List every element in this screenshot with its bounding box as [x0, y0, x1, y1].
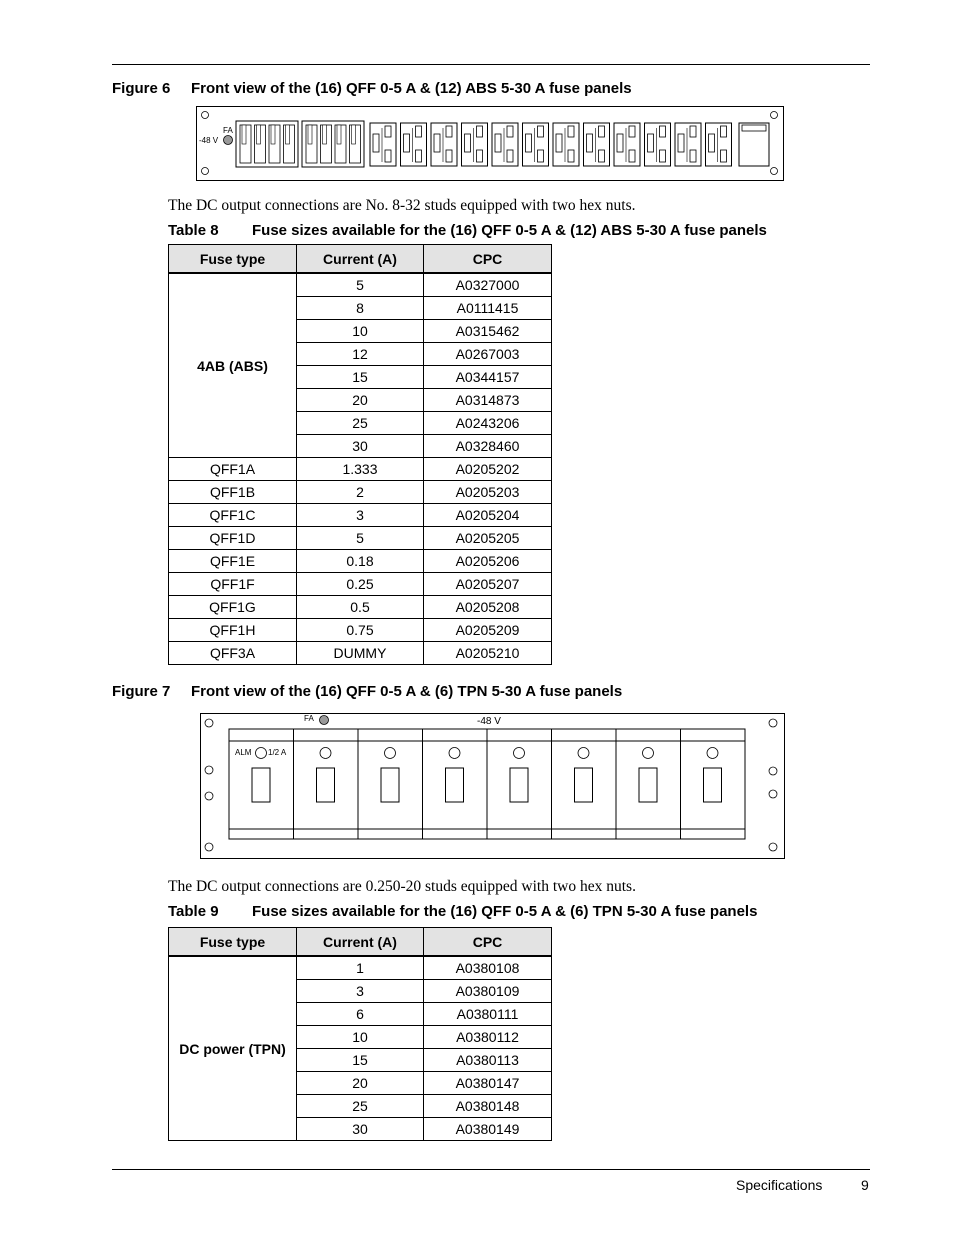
current-cell: 20	[297, 1072, 424, 1095]
current-cell: 3	[297, 980, 424, 1003]
abs-fuse	[401, 123, 427, 166]
figure6-title: Front view of the (16) QFF 0-5 A & (12) ABS 5-30 A fuse panels	[191, 80, 632, 97]
current-cell: 20	[297, 389, 424, 412]
current-cell: 10	[297, 1026, 424, 1049]
abs-fuse	[370, 123, 396, 166]
table9-title: Fuse sizes available for the (16) QFF 0-5 A & (6) TPN 5-30 A fuse panels	[252, 903, 758, 920]
text-dc-output-2: The DC output connections are 0.250-20 studs equipped with two hex nuts.	[168, 878, 636, 895]
figure7-number: Figure 7	[112, 683, 171, 700]
table-row	[169, 619, 552, 642]
cpc-cell: A0328460	[424, 435, 552, 458]
current-cell: 0.25	[297, 573, 424, 596]
table-row	[169, 273, 552, 297]
cpc-cell: A0205203	[424, 481, 552, 504]
current-cell: 8	[297, 297, 424, 320]
abs-fuse	[553, 123, 579, 166]
current-cell: 1.333	[297, 458, 424, 481]
abs-fuse	[675, 123, 701, 166]
cpc-cell: A0380149	[424, 1118, 552, 1141]
fuse-type-cell: QFF1D	[169, 527, 297, 550]
table9-caption	[168, 903, 757, 920]
table-row	[169, 596, 552, 619]
table9-header-current: Current (A)	[297, 928, 424, 957]
current-cell: 2	[297, 481, 424, 504]
table-row	[169, 504, 552, 527]
current-cell: 5	[297, 273, 424, 297]
cpc-cell: A0380108	[424, 956, 552, 980]
table8-header-current: Current (A)	[297, 245, 424, 274]
figure6-caption	[112, 80, 632, 97]
table-row	[169, 642, 552, 665]
fuse-type-cell: QFF1E	[169, 550, 297, 573]
current-cell: 30	[297, 1118, 424, 1141]
table-row	[169, 458, 552, 481]
current-cell: 0.18	[297, 550, 424, 573]
table9-header-cpc: CPC	[424, 928, 552, 957]
abs-fuse	[645, 123, 671, 166]
abs-fuse	[431, 123, 457, 166]
fuse-type-cell: QFF1A	[169, 458, 297, 481]
table9-number: Table 9	[168, 903, 219, 920]
cpc-cell: A0205204	[424, 504, 552, 527]
figure7-fuse-panel	[200, 713, 786, 860]
figure7-half-amp-label: 1/2 A	[268, 748, 287, 757]
current-cell: 6	[297, 1003, 424, 1026]
figure7-fa-indicator	[320, 716, 329, 725]
footer-section: Specifications	[736, 1177, 823, 1193]
current-cell: 25	[297, 1095, 424, 1118]
current-cell: 3	[297, 504, 424, 527]
footer-rule	[112, 1169, 870, 1170]
figure6-voltage-label: -48 V	[199, 136, 219, 145]
current-cell: DUMMY	[297, 642, 424, 665]
table8-header-fuse-type: Fuse type	[169, 245, 297, 274]
current-cell: 5	[297, 527, 424, 550]
figure6-fuse-panel	[196, 106, 784, 182]
current-cell: 25	[297, 412, 424, 435]
table9-header-row	[169, 928, 552, 957]
figure7-alm-label: ALM	[235, 748, 252, 757]
table8-header-row	[169, 245, 552, 274]
cpc-cell: A0380109	[424, 980, 552, 1003]
cpc-cell: A0205209	[424, 619, 552, 642]
cpc-cell: A0327000	[424, 273, 552, 297]
current-cell: 0.75	[297, 619, 424, 642]
cpc-cell: A0243206	[424, 412, 552, 435]
current-cell: 15	[297, 366, 424, 389]
table-row	[169, 527, 552, 550]
current-cell: 10	[297, 320, 424, 343]
cpc-cell: A0111415	[424, 297, 552, 320]
abs-fuse	[523, 123, 549, 166]
table8-caption	[168, 222, 767, 239]
fuse-type-cell: QFF3A	[169, 642, 297, 665]
figure7-caption	[112, 683, 622, 700]
cpc-cell: A0205205	[424, 527, 552, 550]
cpc-cell: A0205202	[424, 458, 552, 481]
cpc-cell: A0315462	[424, 320, 552, 343]
table-row	[169, 956, 552, 980]
figure7-voltage-label: -48 V	[477, 716, 501, 727]
figure7-fa-label: FA	[304, 714, 314, 723]
cpc-cell: A0380148	[424, 1095, 552, 1118]
cpc-cell: A0314873	[424, 389, 552, 412]
figure6-fa-label: FA	[223, 126, 233, 135]
cpc-cell: A0380147	[424, 1072, 552, 1095]
current-cell: 12	[297, 343, 424, 366]
fuse-type-cell: QFF1F	[169, 573, 297, 596]
figure6-blank-module	[739, 123, 769, 166]
table8-number: Table 8	[168, 222, 219, 239]
header-rule	[112, 64, 870, 65]
text-dc-output-1: The DC output connections are No. 8-32 studs equipped with two hex nuts.	[168, 197, 636, 214]
cpc-cell: A0344157	[424, 366, 552, 389]
current-cell: 15	[297, 1049, 424, 1072]
abs-fuse	[706, 123, 732, 166]
table8-title: Fuse sizes available for the (16) QFF 0-5 A & (12) ABS 5-30 A fuse panels	[252, 222, 767, 239]
table-row	[169, 573, 552, 596]
abs-fuse	[614, 123, 640, 166]
fuse-type-cell: 4AB (ABS)	[169, 273, 297, 458]
fuse-type-cell: QFF1B	[169, 481, 297, 504]
qff-block	[236, 121, 298, 167]
cpc-cell: A0380112	[424, 1026, 552, 1049]
table8-header-cpc: CPC	[424, 245, 552, 274]
current-cell: 0.5	[297, 596, 424, 619]
table9-header-fuse-type: Fuse type	[169, 928, 297, 957]
abs-fuse	[584, 123, 610, 166]
fuse-type-cell: QFF1C	[169, 504, 297, 527]
figure6-fa-indicator	[224, 136, 233, 145]
fuse-type-cell: QFF1G	[169, 596, 297, 619]
cpc-cell: A0205208	[424, 596, 552, 619]
qff-block	[302, 121, 364, 167]
cpc-cell: A0205207	[424, 573, 552, 596]
cpc-cell: A0205206	[424, 550, 552, 573]
current-cell: 30	[297, 435, 424, 458]
current-cell: 1	[297, 956, 424, 980]
table9	[168, 927, 552, 1141]
table8	[168, 244, 552, 665]
cpc-cell: A0205210	[424, 642, 552, 665]
table-row	[169, 481, 552, 504]
footer-page-number: 9	[861, 1177, 869, 1193]
cpc-cell: A0380113	[424, 1049, 552, 1072]
figure6-number: Figure 6	[112, 80, 171, 97]
fuse-type-cell: QFF1H	[169, 619, 297, 642]
abs-fuse	[492, 123, 518, 166]
figure7-title: Front view of the (16) QFF 0-5 A & (6) TPN 5-30 A fuse panels	[191, 683, 623, 700]
table-row	[169, 550, 552, 573]
cpc-cell: A0267003	[424, 343, 552, 366]
abs-fuse	[462, 123, 488, 166]
cpc-cell: A0380111	[424, 1003, 552, 1026]
fuse-type-cell: DC power (TPN)	[169, 956, 297, 1141]
